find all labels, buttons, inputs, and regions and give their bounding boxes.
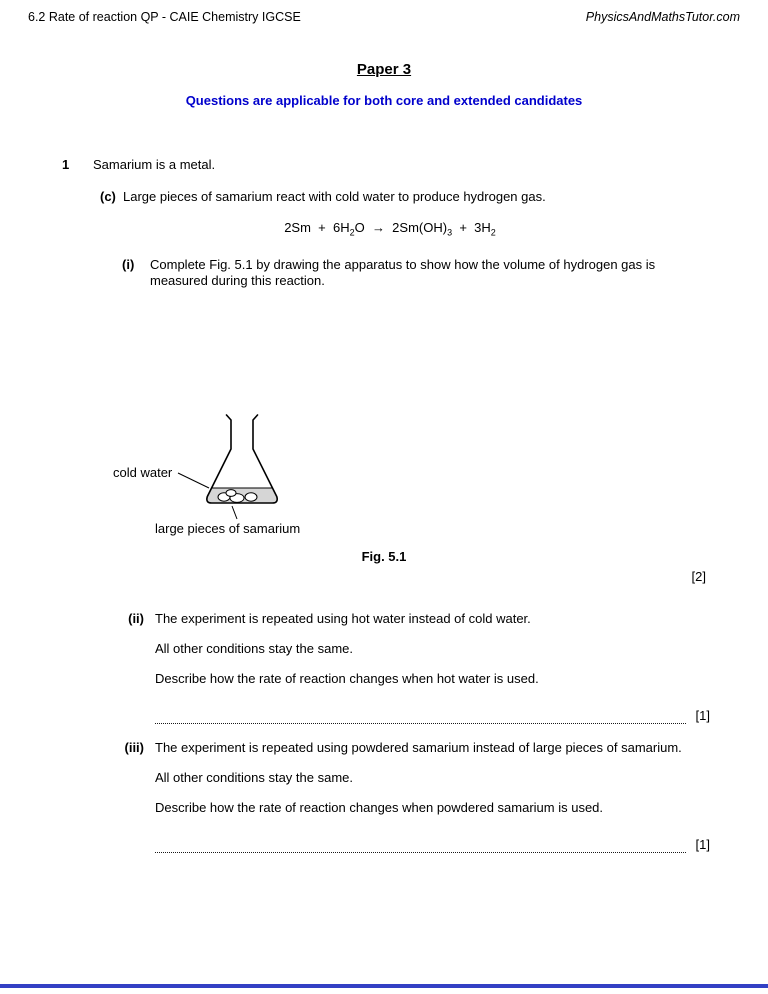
samarium-lump — [226, 489, 236, 496]
pointer-line-water — [178, 473, 209, 488]
paper-subtitle: Questions are applicable for both core and extended candidates — [185, 93, 583, 108]
header-title: 6.2 Rate of reaction QP - CAIE Chemistry IGCSE — [28, 10, 301, 24]
equation-segment: + 3H — [452, 220, 491, 235]
part-iii-line1: The experiment is repeated using powdered samarium instead of large pieces of samarium. — [155, 739, 682, 755]
part-i-marks-row — [0, 569, 706, 585]
equation-segment: 2Sm(OH) — [384, 220, 448, 235]
question-intro-text: Samarium is a metal. — [93, 157, 216, 172]
label-cold-water: cold water — [113, 464, 173, 480]
answer-line — [155, 840, 686, 853]
pointer-line-samarium — [232, 506, 237, 519]
marks-badge: [1] — [695, 836, 710, 852]
equation-segment: 2Sm + 6H — [284, 220, 350, 235]
part-ii-line2: All other conditions stay the same. — [155, 640, 353, 656]
marks-badge: [2] — [691, 568, 706, 584]
part-c — [100, 189, 768, 205]
part-iii-answer-row — [155, 837, 710, 853]
part-c-label: (c) — [100, 189, 116, 204]
part-iii — [118, 740, 768, 853]
marks-badge: [1] — [695, 707, 710, 723]
answer-line — [155, 711, 686, 724]
paper-title: Paper 3 — [356, 61, 412, 78]
part-ii-label: (ii) — [128, 610, 144, 626]
part-i — [122, 257, 768, 289]
part-i-label: (i) — [122, 256, 135, 272]
part-ii-line1: The experiment is repeated using hot water instead of cold water. — [155, 610, 531, 626]
footer-bar — [0, 984, 768, 988]
question-number: 1 — [62, 157, 70, 172]
header-site-link[interactable]: PhysicsAndMathsTutor.com — [585, 10, 740, 24]
label-samarium: large pieces of samarium — [155, 520, 301, 536]
equation-subscript: 2 — [349, 227, 355, 238]
chemical-equation — [80, 220, 700, 241]
part-ii-line3: Describe how the rate of reaction changes when hot water is used. — [155, 670, 539, 686]
reaction-arrow: → — [371, 220, 385, 235]
figure-5-1 — [55, 413, 715, 541]
samarium-lump — [245, 492, 257, 500]
part-iii-label: (iii) — [124, 739, 144, 755]
question-1 — [62, 157, 768, 173]
part-iii-line2: All other conditions stay the same. — [155, 769, 353, 785]
part-ii — [118, 611, 768, 724]
part-i-text: Complete Fig. 5.1 by drawing the apparatus to show how the volume of hydrogen gas is measured during this reaction. — [150, 256, 656, 288]
figure-caption: Fig. 5.1 — [361, 548, 407, 564]
equation-segment: O — [354, 220, 372, 235]
equation-subscript: 2 — [490, 227, 496, 238]
part-ii-answer-row — [155, 708, 710, 724]
part-c-text: Large pieces of samarium react with cold water to produce hydrogen gas. — [123, 189, 546, 204]
equation-subscript: 3 — [447, 227, 453, 238]
part-iii-line3: Describe how the rate of reaction changes when powdered samarium is used. — [155, 799, 604, 815]
page-header — [0, 0, 768, 25]
